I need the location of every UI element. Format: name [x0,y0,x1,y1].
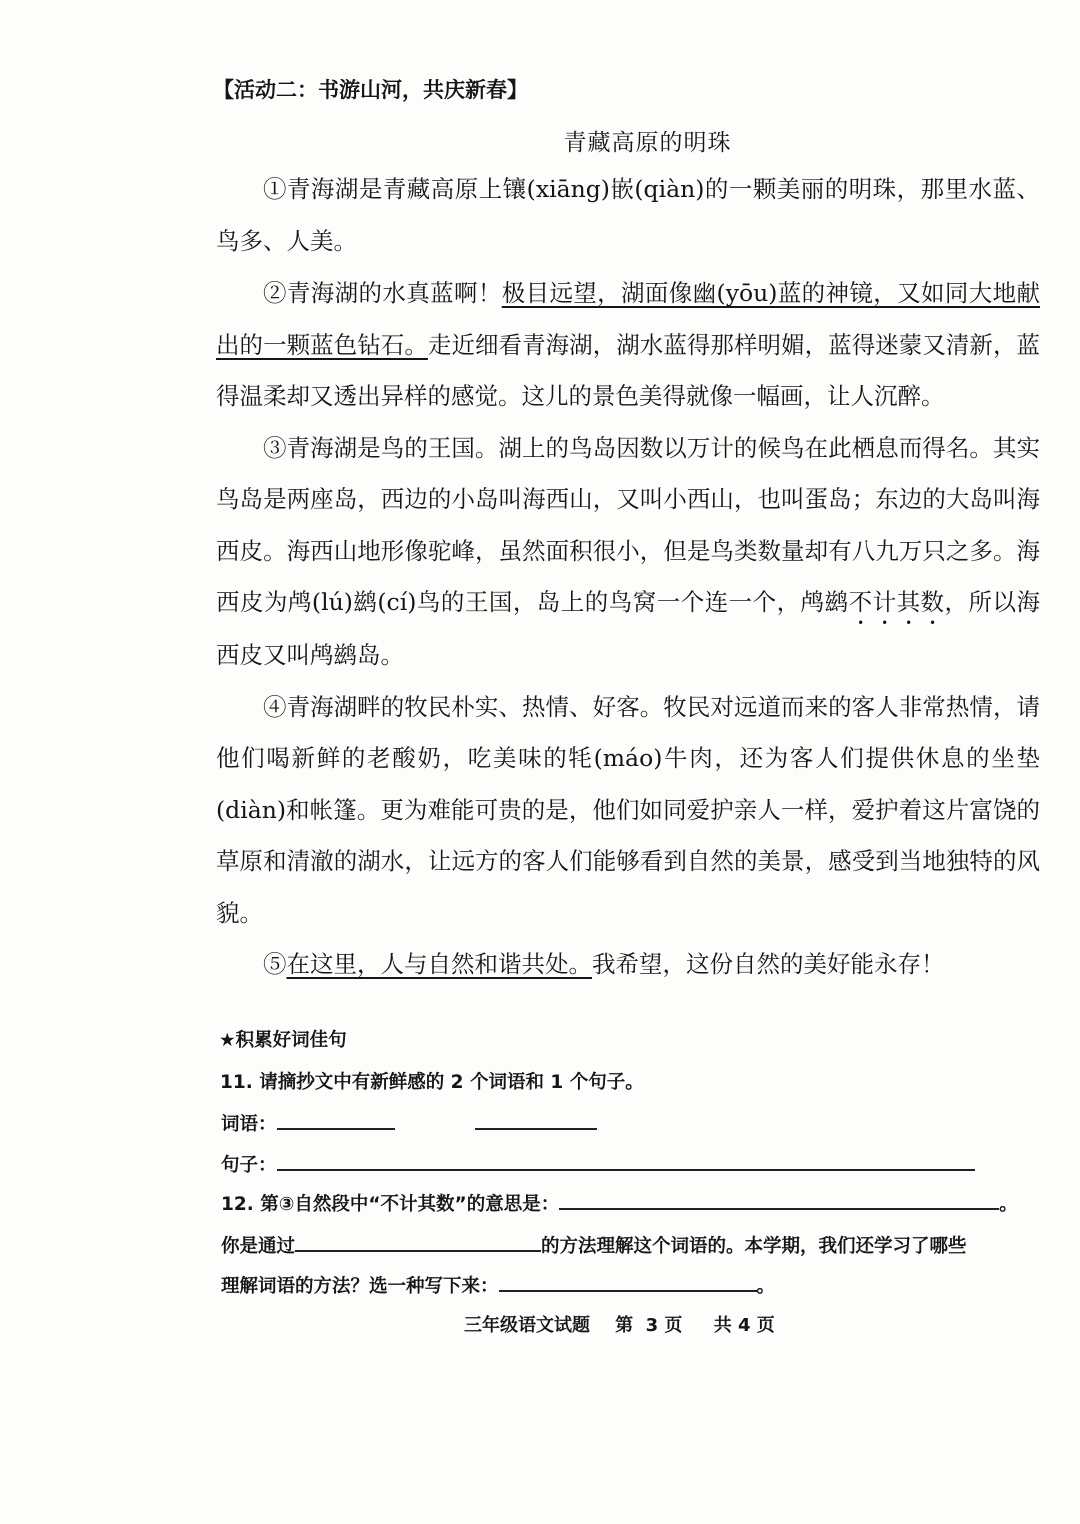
question-12-row [221,1190,1018,1216]
word-blank-2[interactable] [475,1110,597,1130]
meaning-blank[interactable] [559,1190,999,1210]
section-heading: ★积累好词佳句 [219,1030,347,1051]
underlined-sentence-2: 在这里，人与自然和谐共处。 [286,950,592,978]
paragraph-1: ①青海湖是青藏高原上镶(xiāng)嵌(qiàn)的一颗美丽的明珠，那里水蓝、鸟多、人美。 [216,175,1040,255]
q11-sentence-row [221,1151,975,1177]
paragraph-5 [216,939,1040,991]
q12-method-suffix: 的方法理解这个词语的。本学期，我们还学习了哪些 [541,1236,967,1257]
paragraph-5-rest: 我希望，这份自然的美好能永存！ [592,950,945,978]
paragraph-3-end: ，所以海西皮又叫鸬鹚岛。 [216,588,1040,669]
question-11: 11. 请摘抄文中有新鲜感的 2 个词语和 1 个句子。 [220,1072,644,1093]
paragraph-2-rest: 走近细看青海湖，湖水蓝得那样明媚，蓝得迷蒙又清新，蓝得温柔却又透出异样的感觉。这儿的景色美得就像一幅画，让人沉醉。 [216,330,1041,410]
q12-period: 。 [999,1194,1018,1215]
q12-other-period: 。 [756,1276,776,1297]
method-blank[interactable] [295,1232,541,1252]
paragraph-4: ④青海湖畔的牧民朴实、热情、好客。牧民对远道而来的客人非常热情，请他们喝新鲜的老酸奶，吃美味的牦(máo)牛肉，还为客人们提供休息的坐垫(diàn)和帐篷。更为难能可贵的是，他们如同爱护亲人一样，爱护着这片富饶的草原和清澈的湖水，让远方的客人们能够看到自然的美景，感受到当地独特的风貌。 [216,692,1040,927]
activity-heading: 【活动二：书游山河，共庆新春】 [213,78,528,102]
word-blank-1[interactable] [277,1110,395,1130]
underlined-sentence-1: 极目远望，湖面像幽(yōu)蓝的神镜，又如同大地献出的一颗蓝色钻石。 [216,279,1040,359]
sentence-blank[interactable] [277,1151,975,1171]
paragraph-2-start: ②青海湖的水真蓝啊！ [263,279,502,307]
dotted-phrase: 不计其数 [848,588,945,616]
paragraph-3 [216,423,1040,682]
paragraph-2 [216,268,1040,423]
q11-words-label: 词语： [221,1114,277,1135]
question-12: 12. 第③自然段中“不计其数”的意思是： [221,1194,560,1215]
page-footer: 三年级语文试题 第 3 页 共 4 页 [464,1315,775,1336]
article-passage [216,164,1040,991]
q11-words-row [221,1110,597,1136]
paragraph-3-start: ③青海湖是鸟的王国。湖上的鸟岛因数以万计的候鸟在此栖息而得名。其实鸟岛是两座岛，西边的小岛叫海西山，又叫小西山，也叫蛋岛；东边的大岛叫海西皮。海西山地形像驼峰，虽然面积很小，但是鸟类数量却有八九万只之多。海西皮为鸬(lú)鹚(cí)鸟的王国，岛上的鸟窝一个连一个，鸬鹚 [216,433,1040,616]
other-method-blank[interactable] [499,1272,757,1292]
q12-method-row [221,1232,967,1258]
q11-sentence-label: 句子： [221,1155,277,1176]
paragraph-5-number: ⑤ [263,950,287,978]
article-title: 青藏高原的明珠 [563,130,732,156]
q12-method-prefix: 你是通过 [221,1236,296,1257]
q12-other-methods-row [221,1272,775,1298]
q12-other-methods-prompt: 理解词语的方法？选一种写下来： [221,1276,499,1297]
